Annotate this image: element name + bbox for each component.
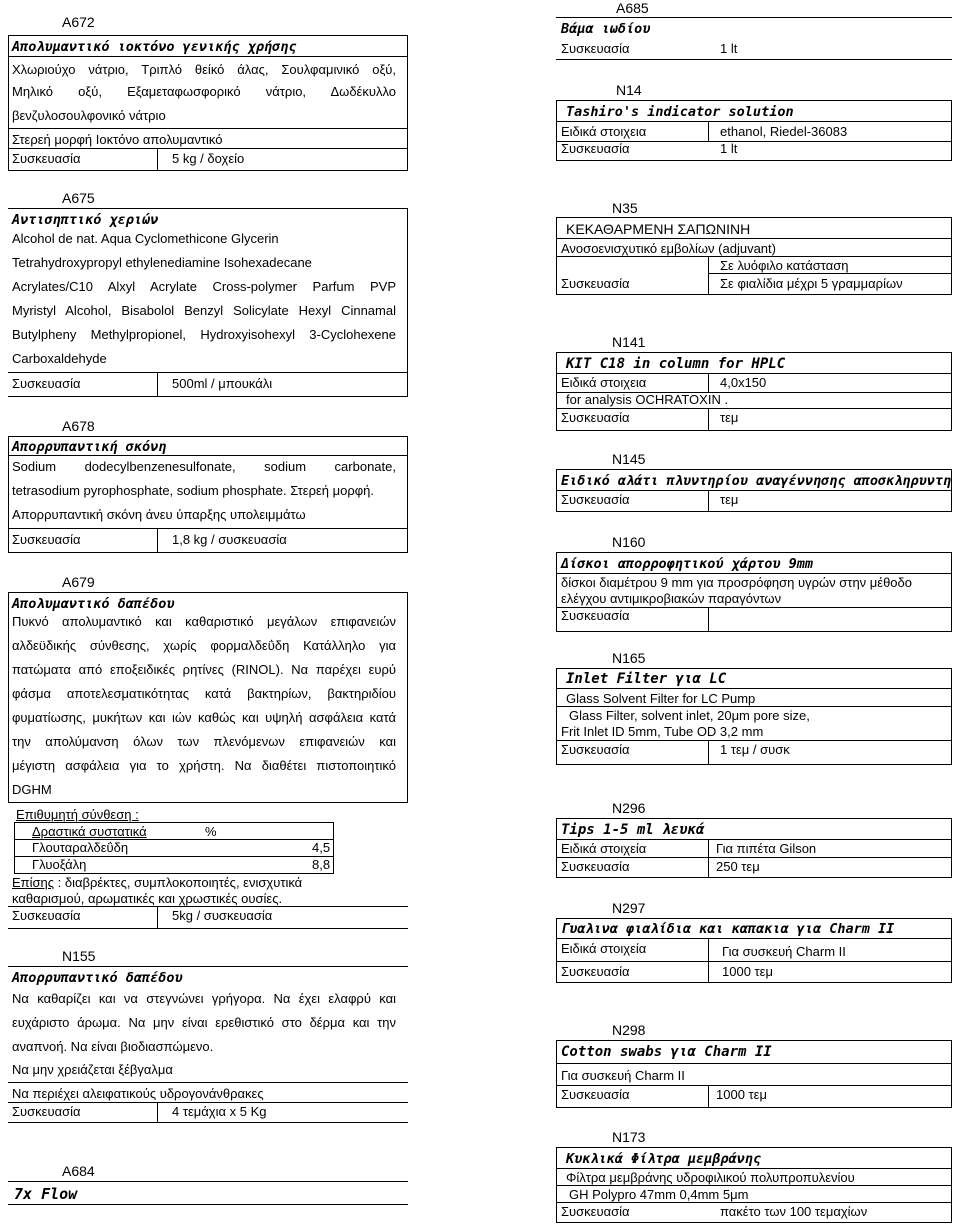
rule bbox=[556, 857, 952, 858]
rule bbox=[556, 1147, 952, 1148]
rule bbox=[8, 208, 408, 209]
rule bbox=[556, 688, 952, 689]
pack-value: 500ml / μπουκάλι bbox=[172, 376, 273, 391]
rule bbox=[333, 822, 334, 873]
title-n35: ΚΕΚΑΘΑΡΜΕΝΗ ΣΑΠΩΝΙΝΗ bbox=[566, 221, 751, 237]
pack-label: Συσκευασία bbox=[12, 1104, 81, 1119]
text-line: Μηλικό οξύ, Εξαμεταφωσφορικό νάτριο, Δωδέκυλλο bbox=[12, 84, 396, 99]
spec-label: Ειδικά στοιχεια bbox=[561, 124, 647, 139]
pack-value: 5 kg / δοχείο bbox=[172, 151, 245, 166]
also-label: Επίσης bbox=[12, 875, 55, 890]
code-a684: A684 bbox=[62, 1163, 95, 1179]
composition-name: Γλυοξάλη bbox=[32, 857, 87, 872]
text-line: βενζυλοσουλφονικό νάτριο bbox=[12, 108, 166, 123]
rule bbox=[8, 148, 408, 149]
rule bbox=[157, 906, 158, 928]
rule bbox=[556, 918, 557, 982]
rule bbox=[556, 256, 952, 257]
rule bbox=[556, 839, 952, 840]
composition-value: 4,5 bbox=[312, 840, 331, 855]
rule bbox=[556, 818, 557, 877]
rule bbox=[556, 408, 952, 409]
text-line: ευχάριστο άρωμα. Να μην είναι ερεθιστικό στο δέρμα και την bbox=[12, 1015, 396, 1030]
rule bbox=[951, 818, 952, 877]
pack-value: 1,8 kg / συσκευασία bbox=[172, 532, 287, 547]
rule bbox=[8, 56, 408, 57]
pack-value: τεμ bbox=[720, 410, 739, 425]
rule bbox=[14, 822, 15, 873]
rule bbox=[556, 217, 952, 218]
pack-label: Συσκευασία bbox=[561, 141, 630, 156]
pack-label: Συσκευασία bbox=[561, 410, 630, 425]
rule bbox=[556, 121, 952, 122]
spec-value: 4,0x150 bbox=[720, 375, 767, 390]
pack-value: 250 τεμ bbox=[716, 859, 760, 874]
rule bbox=[556, 764, 952, 765]
rule bbox=[407, 592, 408, 802]
text-line: την απολύμανση όλων των πλενόμενων επιφανειών και bbox=[12, 734, 396, 749]
rule bbox=[556, 982, 952, 983]
pack-value: 1000 τεμ bbox=[716, 1087, 767, 1102]
rule bbox=[8, 1204, 408, 1205]
title-n298: Cotton swabs για Charm II bbox=[561, 1044, 772, 1060]
text-line: Carboxaldehyde bbox=[12, 351, 107, 366]
title-a684: 7x Flow bbox=[14, 1185, 78, 1203]
rule bbox=[556, 877, 952, 878]
text-line: Απορρυπαντική σκόνη άνευ ύπαρξης υπολειμμάτω bbox=[12, 507, 306, 522]
text-line: φυματίωσης, μυκήτων και ιών καθώς και υψηλή ασφάλεια κατά bbox=[12, 710, 396, 725]
rule bbox=[157, 1102, 158, 1122]
code-n297: N297 bbox=[612, 900, 646, 916]
pack-label: Συσκευασία bbox=[561, 742, 630, 757]
rule bbox=[708, 1085, 709, 1107]
text-line: DGHM bbox=[12, 782, 52, 797]
pack-label: Συσκευασία bbox=[12, 908, 81, 923]
text-line: Πυκνό απολυμαντικό και καθαριστικό μεγάλων επιφανειών bbox=[12, 614, 396, 629]
rule bbox=[556, 668, 557, 764]
text-line: Να περιέχει αλειφατικούς υδρογονάνθρακες bbox=[12, 1086, 264, 1101]
rule bbox=[8, 436, 408, 437]
text-line: ελέγχου αντιμικροβιακών παραγόντων bbox=[561, 591, 782, 606]
rule bbox=[951, 918, 952, 982]
rule bbox=[556, 352, 557, 430]
text-line: δίσκοι διαμέτρου 9 mm για προσρόφηση υγρών στην μέθοδο bbox=[561, 575, 912, 590]
rule bbox=[556, 552, 557, 631]
rule bbox=[8, 1102, 408, 1103]
text-line: GH Polypro 47mm 0,4mm 5μm bbox=[569, 1187, 749, 1202]
pack-label: Συσκευασία bbox=[12, 532, 81, 547]
rule bbox=[8, 455, 408, 456]
rule bbox=[951, 552, 952, 631]
code-a675: A675 bbox=[62, 190, 95, 206]
rule bbox=[556, 430, 952, 431]
rule bbox=[556, 631, 952, 632]
pack-label: Συσκευασία bbox=[561, 1087, 630, 1102]
rule bbox=[951, 1147, 952, 1222]
pack-value: Σε φιαλίδια μέχρι 5 γραμμαρίων bbox=[720, 276, 903, 291]
code-a672: A672 bbox=[62, 14, 95, 30]
rule bbox=[951, 1040, 952, 1107]
also-text: : διαβρέκτες, συμπλοκοποιητές, ενισχυτικά bbox=[54, 875, 303, 890]
title-n141: KIT C18 in column for HPLC bbox=[566, 356, 786, 372]
rule bbox=[8, 552, 408, 553]
rule bbox=[556, 490, 952, 491]
rule bbox=[8, 1082, 408, 1083]
rule bbox=[8, 35, 9, 170]
text-line: Butylpheny Methylpropionel, Hydroxyisohexyl 3-Cyclohexene bbox=[12, 327, 396, 342]
pack-label: Συσκευασία bbox=[561, 608, 630, 623]
rule bbox=[556, 1085, 952, 1086]
composition-value: 8,8 bbox=[312, 857, 331, 872]
spec-value: Για συσκευή Charm II bbox=[722, 944, 846, 959]
rule bbox=[556, 59, 952, 60]
rule bbox=[8, 966, 408, 967]
rule bbox=[8, 528, 408, 529]
text-line: tetrasodium pyrophosphate, sodium phosphate. Στερεή μορφή. bbox=[12, 483, 374, 498]
title-a672: Απολυμαντικό ιοκτόνο γενικής χρήσης bbox=[12, 39, 297, 55]
rule bbox=[708, 740, 709, 764]
code-n296: N296 bbox=[612, 800, 646, 816]
title-n165: Inlet Filter για LC bbox=[566, 671, 727, 687]
title-a685: Βάμα ιωδίου bbox=[561, 21, 651, 37]
code-n141: N141 bbox=[612, 334, 646, 350]
rule bbox=[14, 822, 334, 823]
pack-value: 1000 τεμ bbox=[722, 964, 773, 979]
rule bbox=[556, 294, 952, 295]
code-n145: N145 bbox=[612, 451, 646, 467]
text-line: μέγιστη ασφάλεια για το χρήστη. Να διαθέτει πιστοποιητικό bbox=[12, 758, 396, 773]
pack-label: Συσκευασία bbox=[561, 276, 630, 291]
rule bbox=[708, 121, 709, 141]
text-line: φάσμα αποτελεσματικότητας κατά βακτηρίων, βακτηριδίου bbox=[12, 686, 396, 701]
rule bbox=[8, 372, 408, 373]
pack-label: Συσκευασία bbox=[561, 492, 630, 507]
rule bbox=[556, 552, 952, 553]
rule bbox=[407, 35, 408, 170]
text-line: Glass Filter, solvent inlet, 20μm pore size, bbox=[569, 708, 810, 723]
rule bbox=[556, 17, 952, 18]
text-line: Acrylates/C10 Alxyl Acrylate Cross-polymer Parfum PVP bbox=[12, 279, 396, 294]
title-a678: Απορρυπαντική σκόνη bbox=[12, 439, 167, 455]
rule bbox=[556, 373, 952, 374]
composition-header-unit: % bbox=[205, 824, 217, 839]
title-a679: Απολυμαντικό δαπέδου bbox=[12, 596, 175, 612]
text-line: αναπνοή. Να είναι βιοδιασπώμενο. bbox=[12, 1039, 214, 1054]
rule bbox=[556, 1202, 952, 1203]
rule bbox=[708, 256, 709, 294]
pack-label: Συσκευασία bbox=[12, 151, 81, 166]
title-n160: Δίσκοι απορροφητικού χάρτου 9mm bbox=[561, 556, 813, 572]
title-n14: Tashiro's indicator solution bbox=[566, 104, 794, 120]
spec-label: Ειδικά στοιχεια bbox=[561, 375, 647, 390]
rule bbox=[708, 607, 709, 631]
text-line: Alcohol de nat. Aqua Cyclomethicone Glycerin bbox=[12, 231, 279, 246]
pack-value: 1 lt bbox=[720, 41, 738, 56]
code-n14: N14 bbox=[616, 82, 642, 98]
pack-value: τεμ bbox=[720, 492, 739, 507]
text-line: Sodium dodecylbenzenesulfonate, sodium carbonate, bbox=[12, 459, 396, 474]
rule bbox=[8, 35, 408, 36]
pack-value: 4 τεμάχια x 5 Kg bbox=[172, 1104, 267, 1119]
pack-value: 5kg / συσκευασία bbox=[172, 908, 273, 923]
composition-header: Δραστικά συστατικά bbox=[32, 824, 147, 839]
rule bbox=[556, 1107, 952, 1108]
text-line: Να μην χρειάζεται ξέβγαλμα bbox=[12, 1062, 173, 1077]
rule bbox=[556, 938, 952, 939]
rule bbox=[556, 1040, 557, 1107]
text-line: Φίλτρα μεμβράνης υδροφιλικού πολυπροπυλενίου bbox=[566, 1170, 855, 1185]
spec-label: Ειδικά στοιχεία bbox=[561, 841, 647, 856]
rule bbox=[951, 352, 952, 430]
rule bbox=[708, 839, 709, 877]
text-line: Tetrahydroxypropyl ethylenediamine Isohexadecane bbox=[12, 255, 312, 270]
text-line: πατώματα από εποξειδικές ρητίνες (RINOL). Να παρέχει ευρύ bbox=[12, 662, 396, 677]
pack-label: Συσκευασία bbox=[12, 376, 81, 391]
text-line: Glass Solvent Filter for LC Pump bbox=[566, 691, 756, 706]
pack-value: 1 τεμ / συσκ bbox=[720, 742, 790, 757]
text-line: Frit Inlet ID 5mm, Tube OD 3,2 mm bbox=[561, 724, 764, 739]
rule bbox=[556, 668, 952, 669]
rule bbox=[8, 802, 408, 803]
title-n297: Γυαλινα φιαλίδια και καπακια για Charm II bbox=[561, 921, 895, 937]
pack-label: Συσκευασία bbox=[561, 41, 630, 56]
pack-label: Συσκευασία bbox=[561, 964, 630, 979]
rule bbox=[556, 740, 952, 741]
rule bbox=[407, 208, 408, 396]
text-line: Στερεή μορφή Ιοκτόνο απολυμαντικό bbox=[12, 132, 223, 147]
pack-value: 1 lt bbox=[720, 141, 738, 156]
rule bbox=[556, 469, 952, 470]
code-n160: N160 bbox=[612, 534, 646, 550]
code-a678: A678 bbox=[62, 418, 95, 434]
rule bbox=[556, 217, 557, 294]
code-n298: N298 bbox=[612, 1022, 646, 1038]
text-line: Σε λυόφιλο κατάσταση bbox=[720, 258, 849, 273]
title-n296: Tips 1-5 ml λευκά bbox=[561, 822, 705, 838]
rule bbox=[556, 511, 952, 512]
rule bbox=[556, 469, 557, 511]
rule bbox=[556, 238, 952, 239]
pack-label: Συσκευασία bbox=[561, 859, 630, 874]
text-line: αλδεϋδικής σύνθεσης, χωρίς φορμαλδεΰδη Κατάλληλο για bbox=[12, 638, 396, 653]
rule bbox=[708, 408, 709, 430]
rule bbox=[556, 100, 557, 160]
rule bbox=[556, 352, 952, 353]
rule bbox=[8, 436, 9, 552]
rule bbox=[556, 1063, 952, 1064]
rule bbox=[556, 1147, 557, 1222]
rule bbox=[8, 128, 408, 129]
rule bbox=[556, 1168, 952, 1169]
rule bbox=[14, 873, 334, 874]
text-line: Myristyl Alcohol, Bisabolol Benzyl Solicylate Hexyl Cinnamal bbox=[12, 303, 396, 318]
code-a679: A679 bbox=[62, 574, 95, 590]
text-line: Χλωριούχο νάτριο, Τριπλό θείκό άλας, Σουλφαμινικό οξύ, bbox=[12, 62, 396, 77]
code-n155: N155 bbox=[62, 948, 96, 964]
rule bbox=[8, 396, 408, 397]
also-line-2: καθαρισμού, αρωματικές και χρωστικές ουσίες. bbox=[12, 891, 283, 906]
rule bbox=[556, 1185, 952, 1186]
rule bbox=[708, 373, 709, 392]
text-line: Ανοσοενισχυτικό εμβολίων (adjuvant) bbox=[561, 241, 776, 256]
rule bbox=[556, 818, 952, 819]
rule bbox=[157, 528, 158, 552]
rule bbox=[8, 592, 408, 593]
rule bbox=[708, 490, 709, 511]
rule bbox=[8, 592, 9, 802]
rule bbox=[951, 469, 952, 511]
rule bbox=[708, 273, 952, 274]
rule bbox=[556, 1040, 952, 1041]
code-n165: N165 bbox=[612, 650, 646, 666]
rule bbox=[407, 436, 408, 552]
rule bbox=[556, 706, 952, 707]
composition-title: Επιθυμητή σύνθεση : bbox=[16, 807, 139, 822]
rule bbox=[8, 906, 408, 907]
rule bbox=[556, 918, 952, 919]
text-line: Να καθαρίζει και να στεγνώνει γρήγορα. Να έχει ελαφρύ και bbox=[12, 991, 396, 1006]
rule bbox=[556, 573, 952, 574]
title-a675: Αντισηπτικό χεριών bbox=[12, 212, 159, 228]
pack-value: πακέτο των 100 τεμαχίων bbox=[720, 1204, 868, 1219]
rule bbox=[708, 938, 709, 982]
rule bbox=[951, 217, 952, 294]
rule bbox=[556, 160, 952, 161]
code-n173: N173 bbox=[612, 1129, 646, 1145]
spec-value: Για πιπέτα Gilson bbox=[716, 841, 817, 856]
spec-label: Ειδικά στοιχεία bbox=[561, 941, 647, 956]
title-n145: Ειδικό αλάτι πλυντηρίου αναγέννησης αποσκληρυντη bbox=[561, 473, 952, 489]
rule bbox=[556, 1222, 952, 1223]
title-n173: Κυκλικά Φίλτρα μεμβράνης bbox=[566, 1151, 762, 1167]
pack-label: Συσκευασία bbox=[561, 1204, 630, 1219]
composition-name: Γλουταραλδεΰδη bbox=[32, 840, 129, 855]
rule bbox=[8, 170, 408, 171]
title-n155: Απορρυπαντικό δαπέδου bbox=[12, 970, 183, 986]
code-a685: A685 bbox=[616, 0, 649, 16]
rule bbox=[8, 1122, 408, 1123]
rule bbox=[556, 961, 952, 962]
text-line: Για συσκευή Charm II bbox=[561, 1068, 685, 1083]
rule bbox=[556, 100, 952, 101]
rule bbox=[951, 100, 952, 160]
code-n35: N35 bbox=[612, 200, 638, 216]
rule bbox=[157, 148, 158, 170]
rule bbox=[8, 1181, 408, 1182]
rule bbox=[157, 372, 158, 396]
text-line: for analysis OCHRATOXIN . bbox=[566, 392, 729, 407]
rule bbox=[951, 668, 952, 764]
spec-value: ethanol, Riedel-36083 bbox=[720, 124, 848, 139]
also-line bbox=[12, 875, 302, 890]
rule bbox=[8, 928, 408, 929]
